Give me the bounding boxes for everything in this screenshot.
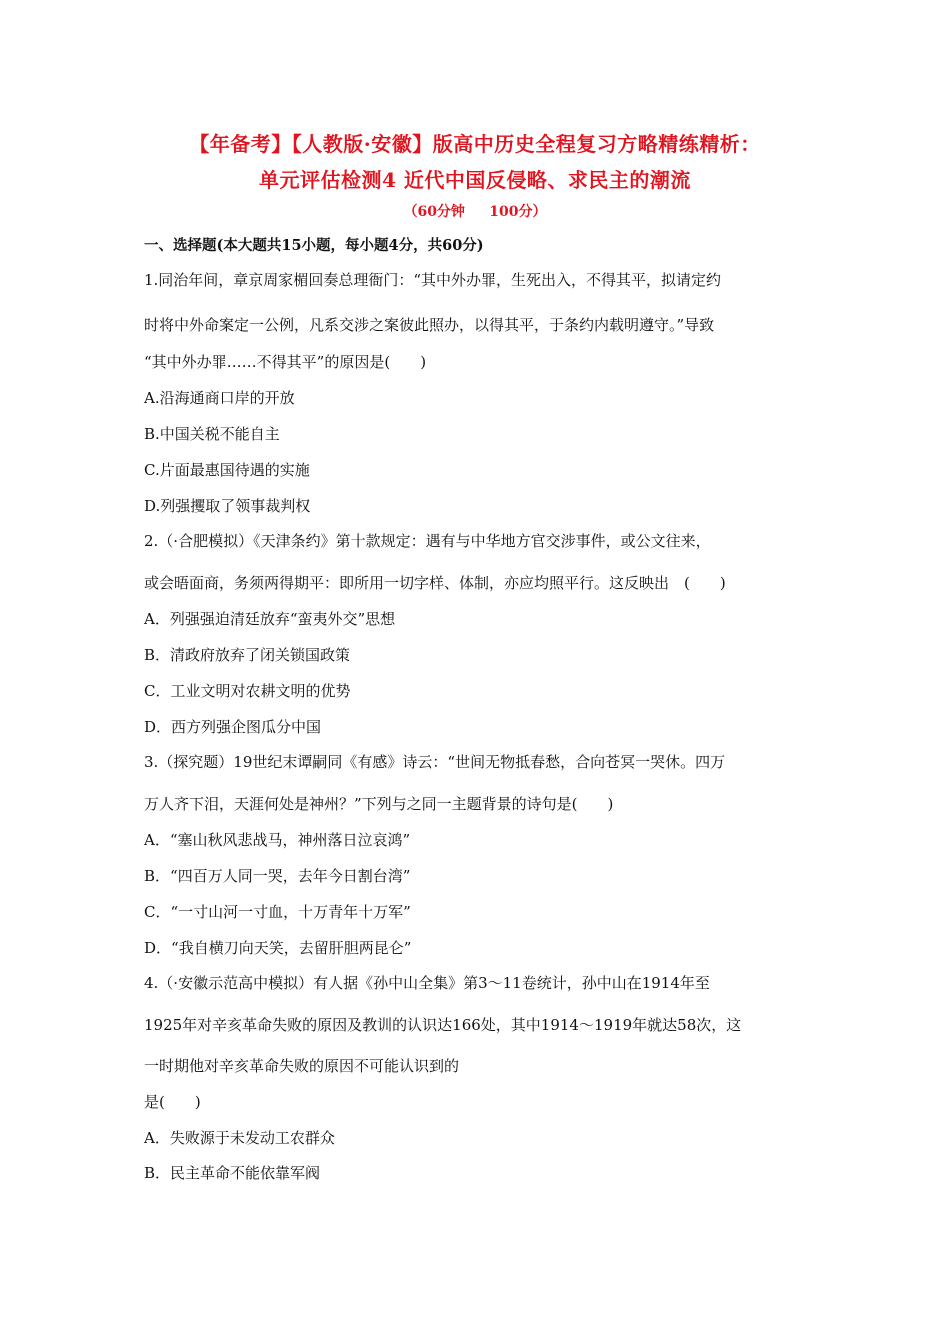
- question-stem-line: 一时期他对辛亥革命失败的原因不可能认识到的: [144, 1057, 460, 1075]
- answer-option-a: A．失败源于未发动工农群众: [144, 1129, 335, 1147]
- answer-option-d: D.列强攫取了领事裁判权: [144, 497, 311, 515]
- question-stem-line: 万人齐下泪，天涯何处是神州？”下列与之同一主题背景的诗句是( ): [144, 795, 614, 813]
- question-stem-line: 是( ): [144, 1093, 201, 1111]
- answer-option-b: B．清政府放弃了闭关锁国政策: [144, 646, 351, 664]
- answer-option-b: B.中国关税不能自主: [144, 425, 280, 443]
- question-stem-line: 1925年对辛亥革命失败的原因及教训的认识达166处，其中1914～1919年就达58次，这: [144, 1016, 742, 1034]
- answer-option-c: C．“一寸山河一寸血，十万青年十万军”: [144, 903, 411, 921]
- question-stem-line: “其中外办罪……不得其平”的原因是( ): [144, 353, 427, 371]
- answer-option-b: B．“四百万人同一哭，去年今日割台湾”: [144, 867, 411, 885]
- question-stem-line: 4.（·安徽示范高中模拟）有人据《孙中山全集》第3～11卷统计，孙中山在1914年至: [144, 974, 710, 992]
- question-stem-line: 2.（·合肥模拟）《天津条约》第十款规定：遇有与中华地方官交涉事件，或公文往来，: [144, 532, 711, 550]
- answer-option-c: C．工业文明对农耕文明的优势: [144, 682, 351, 700]
- exam-duration-score: （60分钟 100分）: [403, 204, 547, 220]
- document-title-line-2: 单元评估检测4 近代中国反侵略、求民主的潮流: [259, 168, 691, 192]
- answer-option-d: D．“我自横刀向天笑，去留肝胆两昆仑”: [144, 939, 412, 957]
- answer-option-c: C.片面最惠国待遇的实施: [144, 461, 310, 479]
- answer-option-a: A．“塞山秋风悲战马，神州落日泣哀鸿”: [144, 831, 411, 849]
- question-stem-line: 或会晤面商，务须两得期平：即所用一切字样、体制，亦应均照平行。这反映出 ( ): [144, 574, 726, 592]
- answer-option-d: D．西方列强企图瓜分中国: [144, 718, 322, 736]
- question-stem-line: 1.同治年间，章京周家楣回奏总理衙门：“其中外办罪，生死出入，不得其平，拟请定约: [144, 271, 721, 289]
- question-stem-line: 时将中外命案定一公例，凡系交涉之案彼此照办，以得其平，于条约内载明遵守。”导致: [144, 316, 715, 334]
- question-stem-line: 3.（探究题）19世纪末谭嗣同《有感》诗云：“世间无物抵春愁，合向苍冥一哭休。四万: [144, 753, 726, 771]
- document-title-line-1: 【年备考】【人教版·安徽】版高中历史全程复习方略精练精析：: [189, 132, 761, 156]
- answer-option-a: A．列强强迫清廷放弃“蛮夷外交”思想: [144, 610, 396, 628]
- section-heading: 一、选择题(本大题共15小题，每小题4分，共60分): [144, 237, 484, 254]
- answer-option-a: A.沿海通商口岸的开放: [144, 389, 295, 407]
- answer-option-b: B．民主革命不能依靠军阀: [144, 1164, 321, 1182]
